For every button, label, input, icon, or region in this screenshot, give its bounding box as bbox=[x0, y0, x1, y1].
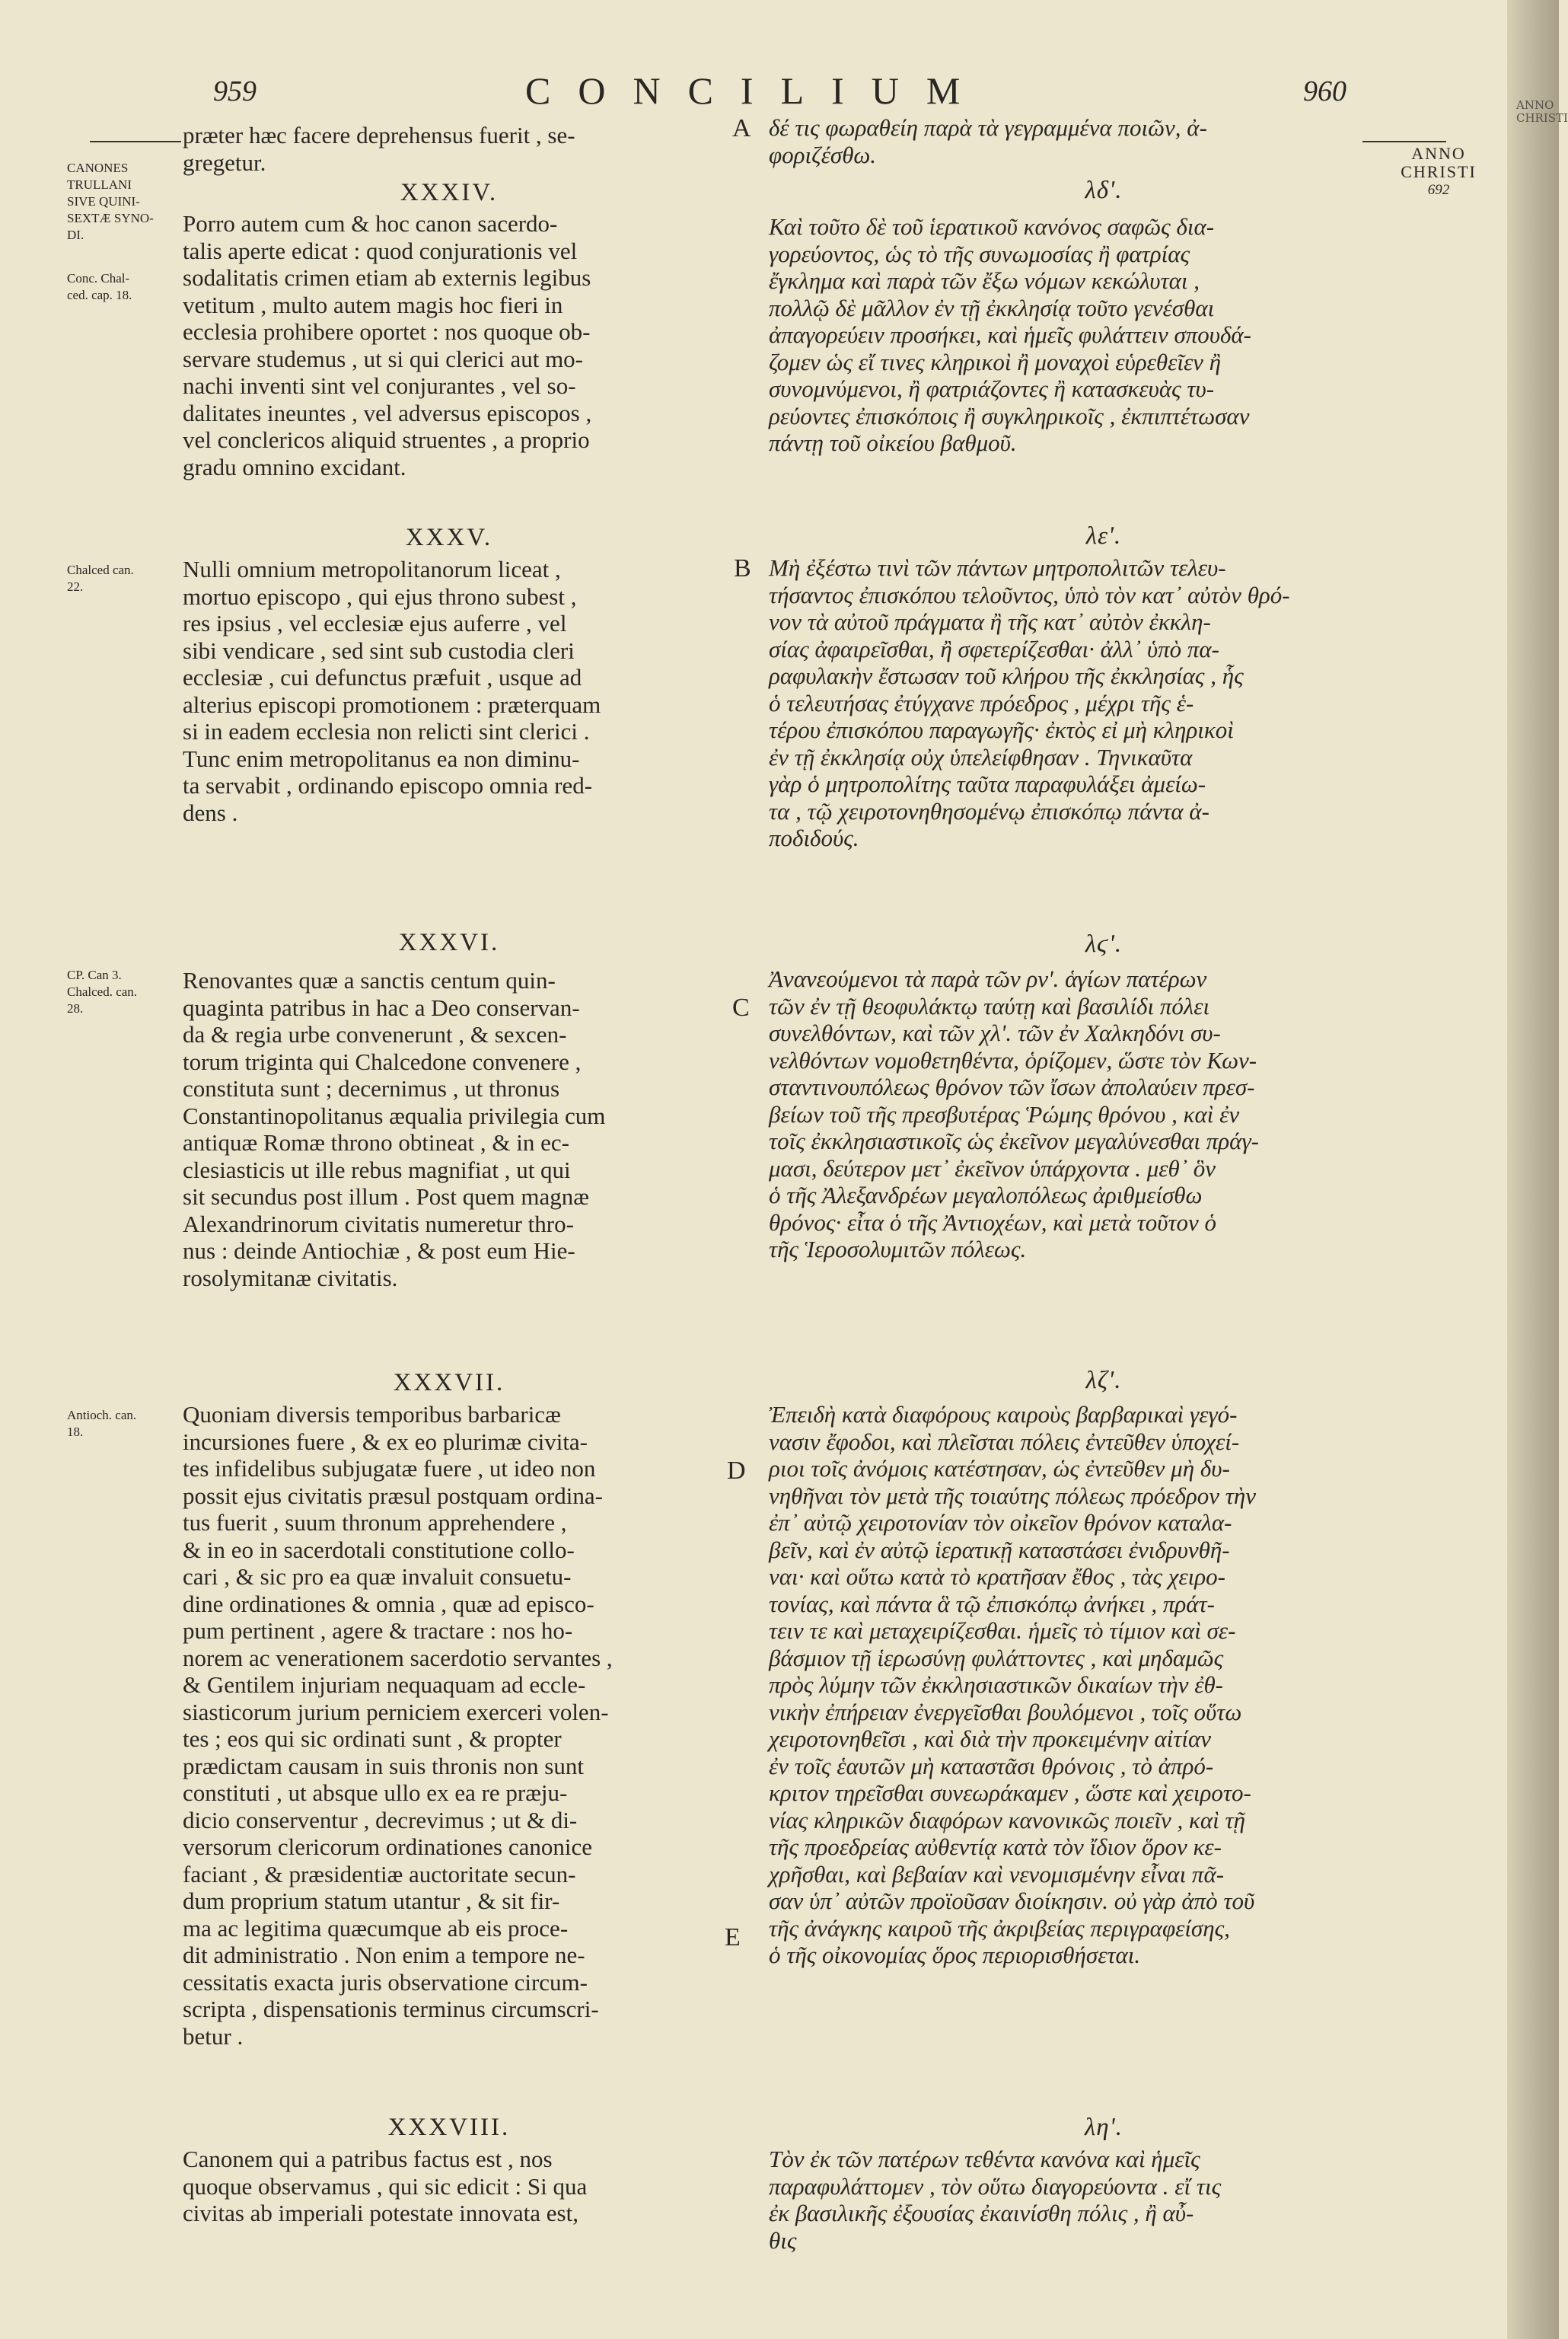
latin-canon-37: Quoniam diversis temporibus barbaricæ incursiones fuere , & ex eo plurimæ civita- tes infidelibus subjugatæ fuere , ut ideo non possit ejus civitatis præsul postquam ordina- tus fuerit , suum thronum apprehendere , & in eo in sacerdotali constitutione collo- cari , & sic pro ea quæ invaluit consuetu- dine ordinationes & omnia , quæ ad episco- pum pertinent , agere & tractare : nos ho- norem ac venerationem sacerdotio servantes , & Gentilem injuriam nequaquam ad eccle- siasticorum jurium perniciem exerceri volen- tes ; eos qui sic ordinati sunt , & propter prædictam causam in suis thronis non sunt constituti , ut absque ullo ex ea re præju- dicio conserventur , decrevimus ; ut & di- versorum clericorum ordinationes canonice faciant , & præsidentiæ auctoritate secun- dum proprium statum utantur , & sit fir- ma ac legitima quæcumque ab eis proce- dit administratio . Non enim a tempore ne- cessitatis exacta juris observatione circum- scripta , dispensationis terminus circumscri- betur . bbox=[183, 1401, 613, 2050]
facing-page-edge-text: ANNO CHRISTI bbox=[1516, 98, 1568, 125]
section-marker-b: B bbox=[734, 554, 751, 582]
sidenote-chalced-22: Chalced can. 22. bbox=[67, 563, 134, 594]
latin-heading-35: XXXV. bbox=[405, 524, 493, 551]
latin-column bbox=[183, 0, 715, 2339]
latin-heading-36: XXXVI. bbox=[398, 929, 500, 956]
christi-label: CHRISTI bbox=[1401, 162, 1477, 181]
facing-page-edge bbox=[1507, 0, 1559, 2339]
greek-heading-37: λζʹ. bbox=[1085, 1367, 1122, 1394]
greek-intro: δέ τις φωραθείη παρὰ τὰ γεγραμμένα ποιῶν, ἀ- φοριζέσθω. bbox=[769, 114, 1207, 168]
section-marker-d: D bbox=[727, 1457, 746, 1485]
greek-heading-34: λδʹ. bbox=[1085, 177, 1123, 204]
header-rule-left bbox=[90, 141, 181, 142]
section-marker-e: E bbox=[725, 1923, 741, 1951]
latin-canon-38: Canonem qui a patribus factus est , nos quoque observamus , qui sic edicit : Si qua civitas ab imperiali potestate innovata est, bbox=[183, 2146, 588, 2226]
latin-heading-34: XXXIV. bbox=[400, 179, 499, 206]
greek-column bbox=[769, 0, 1439, 2339]
sidenote-antioch-18: Antioch. can. 18. bbox=[67, 1408, 137, 1439]
page-number-left: 959 bbox=[213, 75, 257, 107]
greek-heading-38: ληʹ. bbox=[1085, 2114, 1123, 2141]
page-number-right: 960 bbox=[1303, 75, 1347, 107]
latin-heading-38: XXXVIII. bbox=[387, 2114, 511, 2141]
greek-heading-35: λεʹ. bbox=[1085, 522, 1122, 550]
greek-canon-34: Καὶ τοῦτο δὲ τοῦ ἱερατικοῦ κανόνος σαφῶς δια- γορεύοντος, ὡς τὸ τῆς συνωμοσίας ἢ φατρίας ἔγκλημα καὶ παρὰ τῶν ἔξω νόμων κεκώλυται , πολλῷ δὲ μᾶλλον ἐν τῇ ἐκκλησίᾳ τοῦτο γενέσθαι ἀπαγορεύειν προσήκει, καὶ ἡμεῖς φυλάττειν σπουδά- ζομεν ὡς εἴ τινες κληρικοὶ ἢ μοναχοὶ εὑρεθεῖεν ἢ συνομνύμενοι, ἢ φατριάζοντες ἢ κατασκευὰς τυ- ρεύοντες ἐπισκόποις ἢ συγκληρικοῖς , ἐκπιπτέτωσαν πάντῃ τοῦ οἰκείου βαθμοῦ. bbox=[769, 213, 1252, 456]
year-label: 692 bbox=[1427, 182, 1450, 198]
greek-canon-37: Ἐπειδὴ κατὰ διαφόρους καιροὺς βαρβαρικαὶ γεγό- νασιν ἔφοδοι, καὶ πλεῖσται πόλεις ἐντεῦθεν ὑποχεί- ριοι τοῖς ἀνόμοις κατέστησαν, ὡς ἐντεῦθεν μὴ δυ- νηθῆναι τὸν μετὰ τῆς τοιαύτης πόλεως πρόεδρον τὴν ἐπ᾽ αὐτῷ χειροτονίαν τὸν οἰκεῖον θρόνον καταλα- βεῖν, καὶ ἐν αὐτῷ ἱερατικῇ καταστάσει ἐνιδρυνθῆ- ναι· καὶ οὕτω κατὰ τὸ κρατῆσαν ἔθος , τὰς χειρο- τονίας, καὶ πάντα ἃ τῷ ἐπισκόπῳ ἀνήκει , πράτ- τειν τε καὶ μεταχειρίζεσθαι. ἡμεῖς τὸ τίμιον καὶ σε- βάσμιον τῇ ἱερωσύνῃ φυλάττοντες , καὶ μηδαμῶς πρὸς λύμην τῶν ἐκκλησιαστικῶν δικαίων τὴν ἐθ- νικὴν ἐπήρειαν ἐνεργεῖσθαι βουλόμενοι , τοῖς οὕτω χειροτονηθεῖσι , καὶ διὰ τὴν προκειμένην αἰτίαν ἐν τοῖς ἑαυτῶν μὴ καταστᾶσι θρόνοις , τὸ ἀπρό- κριτον τηρεῖσθαι συνεωράκαμεν , ὥστε καὶ χειροτο- νίας κληρικῶν διαφόρων κανονικῶς ποιεῖν , καὶ τῇ τῆς προεδρείας αὐθεντίᾳ κατὰ τὸν ἴδιον ὅρον κε- χρῆσθαι, καὶ βεβαίαν καὶ νενομισμένην εἶναι πᾶ- σαν ὑπ᾽ αὐτῶν προϊοῦσαν διοίκησιν. οὐ γὰρ ἀπὸ τοῦ τῆς ἀνάγκης καιροῦ τῆς ἀκριβείας περιγραφείσης, ὁ τῆς οἰκονομίας ὅρος περιορισθήσεται. bbox=[769, 1401, 1256, 1968]
latin-canon-34: Porro autem cum & hoc canon sacerdo- talis aperte edicat : quod conjurationis vel sodalitatis crimen etiam ab externis legibus vetitum , multo autem magis hoc fieri in ecclesia prohibere oportet : nos quoque ob- servare studemus , ut si qui clerici aut mo- nachi inventi sint vel conjurantes , vel so- dalitates ineuntes , vel adversus episcopos , vel conclericos aliquid struentes , a proprio gradu omnino excidant. bbox=[183, 210, 592, 480]
section-marker-a: A bbox=[732, 114, 751, 142]
sidenote-cp-can3: CP. Can 3. Chalced. can. 28. bbox=[67, 968, 138, 1016]
greek-canon-38: Τὸν ἐκ τῶν πατέρων τεθέντα κανόνα καὶ ἡμεῖς παραφυλάττομεν , τὸν οὕτω διαγορεύοντα . εἴ τις ἐκ βασιλικῆς ἐξουσίας ἐκαινίσθη πόλις , ἢ αὖ- θις bbox=[769, 2146, 1222, 2254]
latin-intro: præter hæc facere deprehensus fuerit , se- gregetur. bbox=[183, 122, 575, 176]
latin-heading-37: XXXVII. bbox=[393, 1369, 505, 1396]
sidenote-conc-chalced: Conc. Chal- ced. cap. 18. bbox=[67, 271, 132, 302]
greek-heading-36: λϛʹ. bbox=[1085, 930, 1123, 958]
greek-canon-36: Ἀνανεούμενοι τὰ παρὰ τῶν ρνʹ. ἁγίων πατέρων τῶν ἐν τῇ θεοφυλάκτῳ ταύτῃ καὶ βασιλίδι πόλει συνελθόντων, καὶ τῶν χλʹ. τῶν ἐν Χαλκηδόνι συ- νελθόντων νομοθετηθέντα, ὁρίζομεν, ὥστε τὸν Κων- σταντινουπόλεως θρόνον τῶν ἴσων ἀπολαύειν πρεσ- βείων τοῦ τῆς πρεσβυτέρας Ῥώμης θρόνου , καὶ ἐν τοῖς ἐκκλησιαστικοῖς ὡς ἐκεῖνον μεγαλύνεσθαι πράγ- μασι, δεύτερον μετ᾽ ἐκεῖνον ὑπάρχοντα . μεθ᾽ ὃν ὁ τῆς Ἀλεξανδρέων μεγαλοπόλεως ἀριθμείσθω θρόνος· εἶτα ὁ τῆς Ἀντιοχέων, καὶ μετὰ τοῦτον ὁ τῆς Ἱεροσολυμιτῶν πόλεως. bbox=[769, 965, 1259, 1262]
anno-label: ANNO bbox=[1411, 144, 1466, 163]
section-marker-c: C bbox=[732, 994, 750, 1022]
sidenote-canones-title: CANONES TRULLANI SIVE QUINI- SEXTÆ SYNO- DI. bbox=[67, 161, 154, 242]
greek-canon-35: Μὴ ἐξέστω τινὶ τῶν πάντων μητροπολιτῶν τελευ- τήσαντος ἐπισκόπου τελοῦντος, ὑπὸ τὸν κατ᾽ αὐτὸν θρό- νον τὰ αὐτοῦ πράγματα ἢ τῆς κατ᾽ αὐτὸν ἐκκλη- σίας ἀφαιρεῖσθαι, ἢ σφετερίζεσθαι· ἀλλ᾽ ὑπὸ πα- ραφυλακὴν ἔστωσαν τοῦ κλήρου τῆς ἐκκλησίας , ἧς ὁ τελευτήσας ἐτύγχανε πρόεδρος , μέχρι τῆς ἑ- τέρου ἐπισκόπου παραγωγῆς· ἐκτὸς εἰ μὴ κληρικοὶ ἐν τῇ ἐκκλησίᾳ οὐχ ὑπελείφθησαν . Τηνικαῦτα γὰρ ὁ μητροπολίτης ταῦτα παραφυλάξει ἀμείω- τα , τῷ χειροτονηθησομένῳ ἐπισκόπῳ πάντα ἀ- ποδιδούς. bbox=[769, 554, 1290, 851]
latin-canon-35: Nulli omnium metropolitanorum liceat , mortuo episcopo , qui ejus throno subest , res ipsius , vel ecclesiæ ejus auferre , vel sibi vendicare , sed sint sub custodia cleri ecclesiæ , cui defunctus præfuit , usque ad alterius episcopi promotionem : præterquam si in eadem ecclesia non relicti sint clerici . Tunc enim metropolitanus ea non diminu- ta servabit , ordinando episcopo omnia red- dens . bbox=[183, 556, 601, 826]
latin-canon-36: Renovantes quæ a sanctis centum quin- quaginta patribus in hac a Deo conservan- da & regia urbe convenerunt , & sexcen- torum triginta qui Chalcedone convenere , constituta sunt ; decernimus , ut thronus Constantinopolitanus æqualia privilegia cum antiquæ Romæ throno obtineat , & in ec- clesiasticis ut ille rebus magnifiat , ut qui sit secundus post illum . Post quem magnæ Alexandrinorum civitatis numeretur thro- nus : deinde Antiochiæ , & post eum Hie- rosolymitanæ civitatis. bbox=[183, 967, 606, 1291]
running-title: CONCILIUM bbox=[525, 69, 988, 112]
